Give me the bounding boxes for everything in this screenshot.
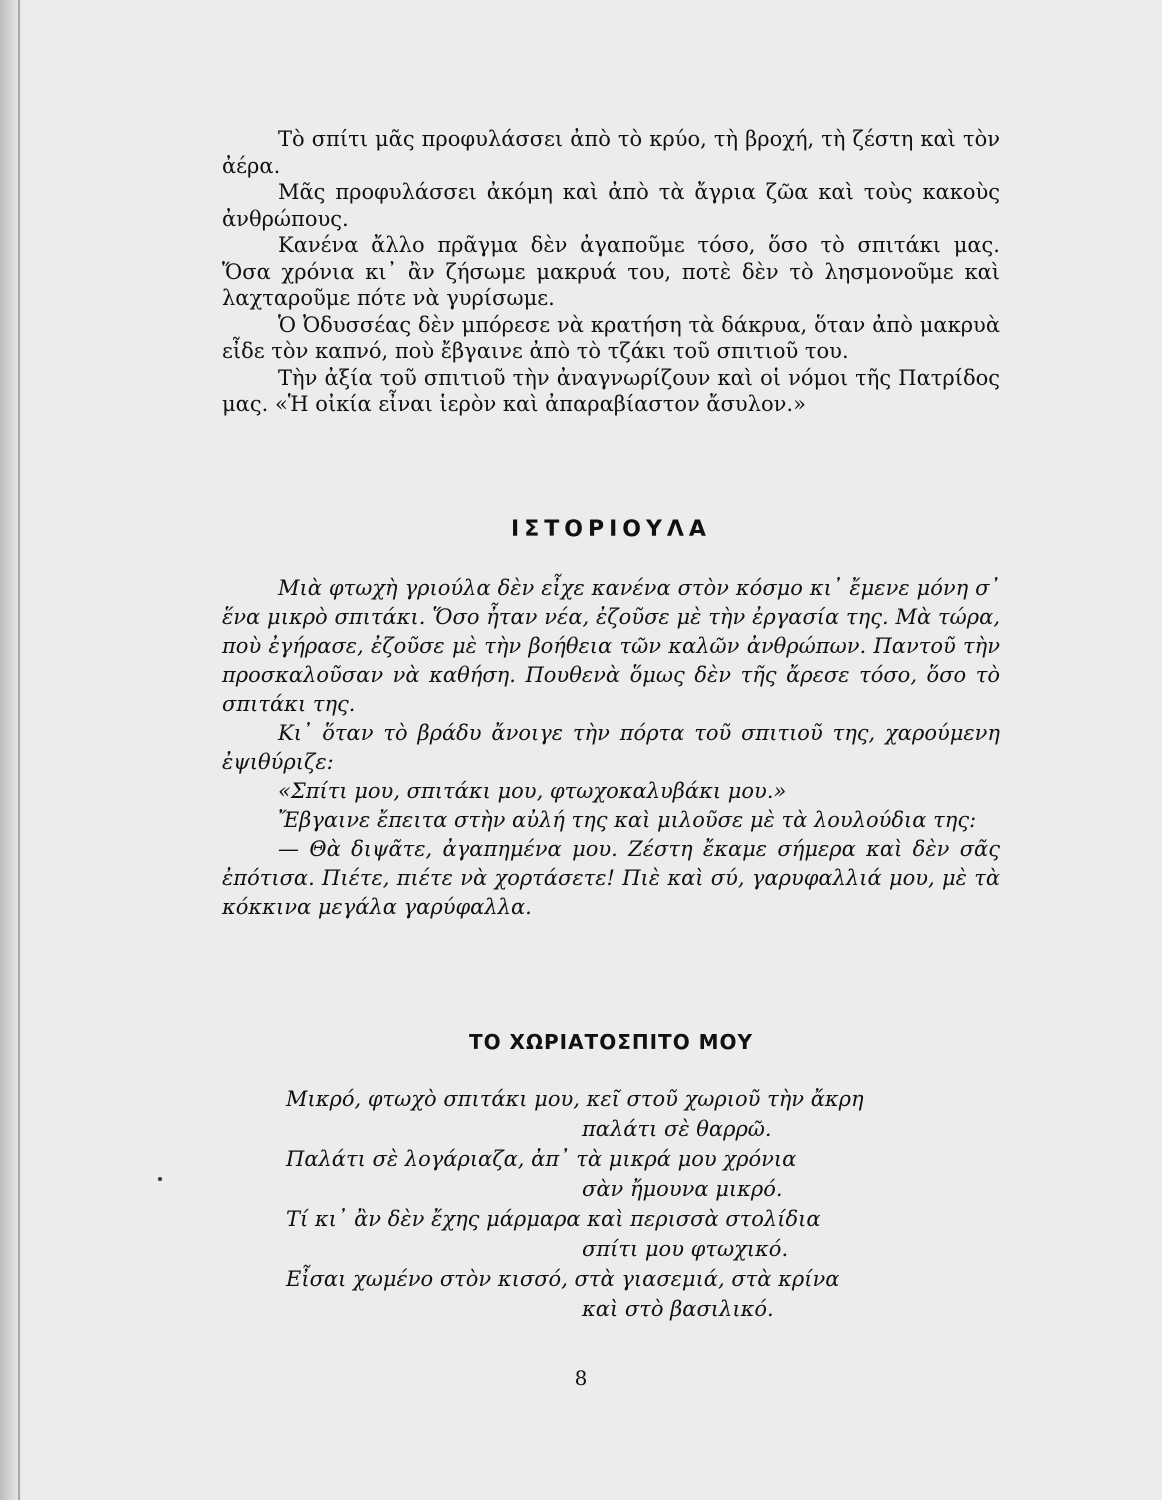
intro-text (222, 126, 1000, 418)
intro-paragraph: Ὁ Ὀδυσσέας δὲν μπόρεσε νὰ κρατήση τὰ δάκρυα, ὅταν ἀπὸ μακρυὰ εἶδε τὸν καπνό, ποὺ ἔβγαινε ἀπὸ τὸ τζάκι τοῦ σπιτιοῦ του. (222, 312, 1000, 363)
story-paragraph: Μιὰ φτωχὴ γριούλα δὲν εἶχε κανένα στὸν κόσμο κι᾽ ἔμενε μόνη σ᾽ ἕνα μικρὸ σπιτάκι. Ὅσο ἦταν νέα, ἐζοῦσε μὲ τὴν ἐργασία της. Μὰ τώρα, ποὺ ἐγήρασε, ἐζοῦσε μὲ τὴν βοήθεια τῶν καλῶν ἀνθρώπων. Παντοῦ τὴν προσκαλοῦσαν νὰ καθήση. Πουθενὰ ὅμως δὲν τῆς ἄρεσε τόσο, ὅσο τὸ σπιτάκι της. (222, 576, 1000, 716)
poem-line: Τί κι᾽ ἂν δὲν ἔχης μάρμαρα καὶ περισσὰ στολίδια (286, 1207, 821, 1231)
poem (286, 1084, 1006, 1324)
intro-paragraph: Τὴν ἀξία τοῦ σπιτιοῦ τὴν ἀναγνωρίζουν καὶ οἱ νόμοι τῆς Πατρίδος μας. «Ἡ οἰκία εἶναι ἱερὸν καὶ ἀπαραβίαστον ἄσυλον.» (222, 365, 1000, 416)
poem-line: Μικρό, φτωχὸ σπιτάκι μου, κεῖ στοῦ χωριοῦ τὴν ἄκρη (286, 1087, 864, 1111)
poem-line: Εἶσαι χωμένο στὸν κισσό, στὰ γιασεμιά, στὰ κρίνα (286, 1267, 840, 1291)
poem-line: σὰν ἤμουνα μικρό. (582, 1177, 783, 1201)
page-number: 8 (574, 1366, 588, 1390)
poem-line: παλάτι σὲ θαρρῶ. (582, 1117, 772, 1141)
story-paragraph: Ἔβγαινε ἔπειτα στὴν αὐλή της καὶ μιλοῦσε μὲ τὰ λουλούδια της: (278, 808, 977, 832)
page-edge-line (18, 0, 20, 1500)
story-paragraph: «Σπίτι μου, σπιτάκι μου, φτωχοκαλυβάκι μου.» (278, 779, 787, 803)
intro-paragraph: Μᾶς προφυλάσσει ἀκόμη καὶ ἀπὸ τὰ ἄγρια ζῶα καὶ τοὺς κακοὺς ἀνθρώπους. (222, 180, 1000, 231)
poem-line: Παλάτι σὲ λογάριαζα, ἀπ᾽ τὰ μικρά μου χρόνια (286, 1147, 797, 1171)
section-title-istoriou-la: ΙΣΤΟΡΙΟΥΛΑ (511, 517, 711, 542)
poem-line: καὶ στὸ βασιλικό. (582, 1297, 774, 1321)
intro-paragraph: Κανένα ἄλλο πρᾶγμα δὲν ἀγαποῦμε τόσο, ὅσο τὸ σπιτάκι μας. Ὅσα χρόνια κι᾽ ἂν ζήσωμε μακρυά του, ποτὲ δὲν τὸ λησμονοῦμε καὶ λαχταροῦμε πότε νὰ γυρίσωμε. (222, 233, 1000, 310)
poem-line: σπίτι μου φτωχικό. (582, 1237, 789, 1261)
ink-speck (158, 1177, 162, 1181)
story-paragraph: Κι᾽ ὅταν τὸ βράδυ ἄνοιγε τὴν πόρτα τοῦ σπιτιοῦ της, χαρούμενη ἐψιθύριζε: (222, 721, 1000, 774)
intro-paragraph: Τὸ σπίτι μᾶς προφυλάσσει ἀπὸ τὸ κρύο, τὴ βροχή, τὴ ζέστη καὶ τὸν ἀέρα. (222, 127, 1000, 178)
section-title-poem: ΤΟ ΧΩΡΙΑΤΟΣΠΙΤΟ ΜΟΥ (468, 1030, 754, 1054)
story-paragraph: — Θὰ διψᾶτε, ἀγαπημένα μου. Ζέστη ἔκαμε σήμερα καὶ δὲν σᾶς ἐπότισα. Πιέτε, πιέτε νὰ χορτάσετε! Πιὲ καὶ σύ, γαρυφαλλιά μου, μὲ τὰ κόκκινα μεγάλα γαρύφαλλα. (222, 837, 1000, 919)
story-text (222, 574, 1000, 922)
